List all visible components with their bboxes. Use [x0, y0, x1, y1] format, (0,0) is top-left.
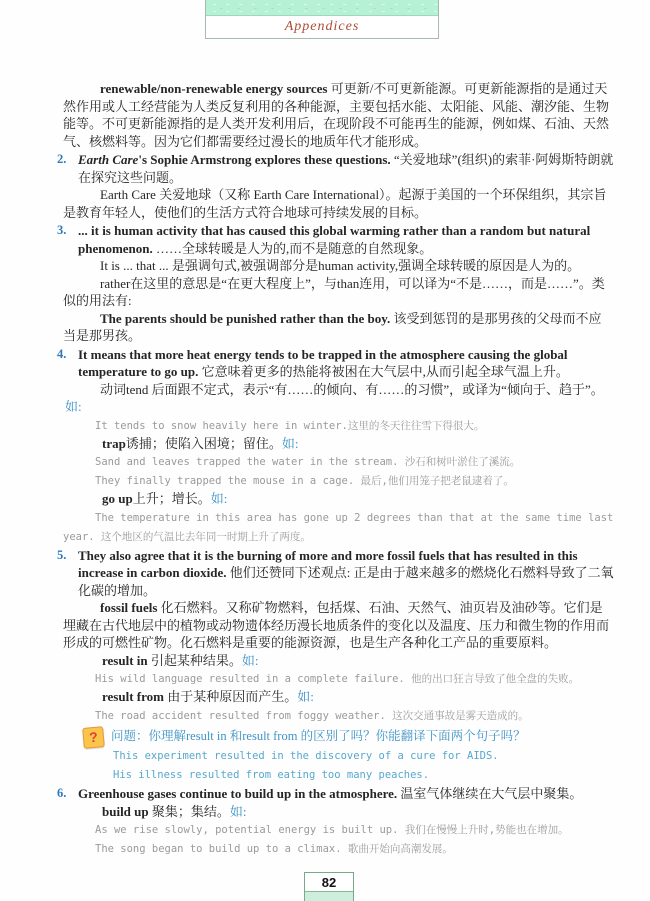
text-segment: rather在这里的意思是“在更大程度上”，与than连用，可以译为“不是……，而是……”。类似的用法有: — [63, 275, 605, 308]
text-segment: 它意味着更多的热能将被困在大气层中,从而引起全球气温上升。 — [201, 364, 569, 379]
page-title: Appendices — [284, 19, 360, 34]
header-title-band — [206, 16, 438, 38]
list-item — [57, 151, 614, 186]
phrase-entry — [102, 652, 614, 670]
example-sentence — [63, 820, 614, 839]
text-segment: 温室气体继续在大气层中聚集。 — [400, 786, 583, 801]
phrase-entry — [102, 435, 614, 453]
phrase-entry — [102, 688, 614, 706]
text-segment: 聚集；集结。 — [151, 803, 230, 819]
text-segment: The song began to build up to a climax. 歌曲开始向高潮发展。 — [95, 843, 453, 855]
text-segment: “关爱地球”(组织)的索菲·阿姆斯特朗就在探究这些问题。 — [78, 152, 614, 185]
text-segment: 化石燃料。又称矿物燃料，包括煤、石油、天然气、油页岩及油砂等。它们是埋藏在古代地层中的植物或动物遗体经历漫长地质条件的变化以及温度、压力和微生物的作用而形成的可燃性矿物。化石燃料是重要的能源资源，也是生产各种化工产品的重要原料。 — [63, 600, 610, 650]
text-segment: result from — [102, 689, 168, 704]
text-segment: 如: — [297, 689, 314, 704]
example-sentence — [63, 471, 614, 490]
text-segment: They also agree that it is the burning of more and more fossil fuels that has resulted in this increase in carbon dioxide. — [78, 547, 578, 580]
text-segment: 可更新/不可更新能源。可更新能源指的是通过天然作用或人工经营能为人类反复利用的各种能源，主要包括水能、太阳能、风能、潮汐能、生物能等。不可更新能源指的是人类开发利用后，在现阶段不可能再生的能源，例如煤、石油、天然气、核燃料等。因为它们都需要经过漫长的地质年代才能形成。 — [63, 81, 610, 149]
text-segment: go up — [102, 491, 133, 506]
notes-content — [57, 80, 614, 858]
text-segment: 如: — [281, 435, 299, 451]
explanation-paragraph — [63, 381, 614, 399]
item-number: 4. — [57, 346, 67, 361]
text-segment: Earth Care 关爱地球（又称 Earth Care International）。起源于美国的一个环保组织，其宗旨是教育年轻人，使他们的生活方式符合地球可持续发展的目标。 — [63, 187, 607, 220]
text-segment: It tends to snow heavily here in winter.这里的冬天往往雪下得很大。 — [95, 419, 485, 432]
text-segment: 他们还赞同下述观点: 正是由于越来越多的燃烧化石燃料导致了二氧化碳的增加。 — [78, 565, 614, 598]
text-segment: result in — [102, 652, 151, 668]
text-segment: It means that more heat energy tends to be trapped in the atmosphere causing the global temperature to go up. — [78, 346, 568, 379]
text-segment: build up — [102, 803, 152, 819]
text-segment: 动词tend 后面跟不定式，表示“有……的倾向、有……的习惯”，或译为“倾向于、趋于”。 — [100, 381, 604, 397]
page-number: 82 — [321, 874, 337, 890]
item-number: 2. — [57, 152, 67, 166]
text-segment: It is ... that ... 是强调句式,被强调部分是human activity,强调全球转暖的原因是人为的。 — [100, 258, 581, 273]
text-segment: They finally trapped the mouse in a cage. 最后,他们用笼子把老鼠逮着了。 — [95, 475, 514, 487]
text-segment: ……全球转暖是人为的,而不是随意的自然现象。 — [156, 240, 433, 256]
explanation-paragraph — [63, 310, 614, 345]
page-number-box — [304, 872, 354, 901]
example-sentence — [63, 452, 614, 471]
text-segment: 引起某种结果。 — [150, 652, 242, 668]
text-segment: 该受到惩罚的是那男孩的父母而不应当是那男孩。 — [63, 310, 602, 343]
text-segment: 如: — [65, 399, 82, 414]
entry-definition — [63, 80, 614, 150]
explanation-paragraph — [63, 186, 614, 221]
text-segment: As we rise slowly, potential energy is built up. 我们在慢慢上升时,势能也在增加。 — [95, 824, 569, 836]
explanation-paragraph — [63, 257, 614, 275]
page-number-band — [305, 873, 353, 892]
text-segment: 诱捕；使陷入困境；留住。 — [125, 435, 282, 451]
text-segment: Greenhouse gases continue to build up in the atmosphere. — [78, 786, 401, 801]
explanation-paragraph — [63, 275, 614, 310]
list-item — [57, 547, 614, 600]
text-segment: His wild language resulted in a complete failure. 他的出口狂言导致了他全盘的失败。 — [95, 673, 580, 685]
text-segment: 上升；增长。 — [132, 491, 211, 506]
text-segment: His illness resulted from eating too many peaches. — [113, 769, 430, 781]
text-segment: 如: — [241, 652, 259, 668]
text-segment: The temperature in this area has gone up 2 degrees than that at the same time last year. 这个地区的气温比去年同一时期上升了两度。 — [63, 511, 614, 543]
text-segment: Sand and leaves trapped the water in the stream. 沙石和树叶淤住了溪流。 — [95, 456, 521, 468]
item-number: 3. — [57, 223, 67, 237]
list-item — [57, 346, 614, 381]
example-sentence — [63, 508, 614, 546]
text-segment: fossil fuels — [100, 600, 161, 615]
list-item — [57, 222, 614, 257]
item-number: 6. — [57, 786, 67, 800]
list-item — [57, 785, 614, 803]
text-segment: ... it is human activity that has caused this global warming rather than a random but natural phenomenon. — [78, 223, 591, 256]
question-prompt — [83, 727, 614, 746]
text-segment: Earth Care — [78, 152, 139, 167]
phrase-entry — [102, 803, 614, 821]
header-decoration-band — [206, 0, 438, 16]
example-sentence — [63, 839, 614, 858]
text-segment: 问题：你理解result in 和result from 的区别了吗？你能翻译下面两个句子吗？ — [111, 728, 526, 743]
translation-exercise-sentence — [113, 746, 614, 765]
text-segment: 's Sophie Armstrong explores these questions. — [138, 152, 394, 167]
text-segment: trap — [102, 435, 126, 451]
page-header — [205, 0, 439, 39]
example-sentence — [63, 669, 614, 688]
text-segment: The parents should be punished rather than the boy. — [100, 310, 394, 326]
text-segment: renewable/non-renewable energy sources — [100, 81, 331, 96]
text-segment: 如: — [210, 491, 228, 506]
example-sentence — [63, 416, 614, 435]
item-number: 5. — [57, 547, 67, 562]
page-number-decoration — [305, 892, 353, 901]
text-segment: 如: — [229, 803, 247, 819]
text-segment: The road accident resulted from foggy weather. 这次交通事故是雾天造成的。 — [95, 709, 529, 722]
translation-exercise-sentence — [113, 765, 614, 784]
phrase-entry — [102, 490, 614, 508]
question-icon: ? — [82, 726, 105, 749]
explanation-paragraph — [63, 599, 614, 652]
example-label — [65, 398, 614, 416]
text-segment: This experiment resulted in the discovery of a cure for AIDS. — [113, 750, 499, 762]
text-segment: 由于某种原因而产生。 — [167, 689, 298, 704]
example-sentence — [63, 706, 614, 725]
